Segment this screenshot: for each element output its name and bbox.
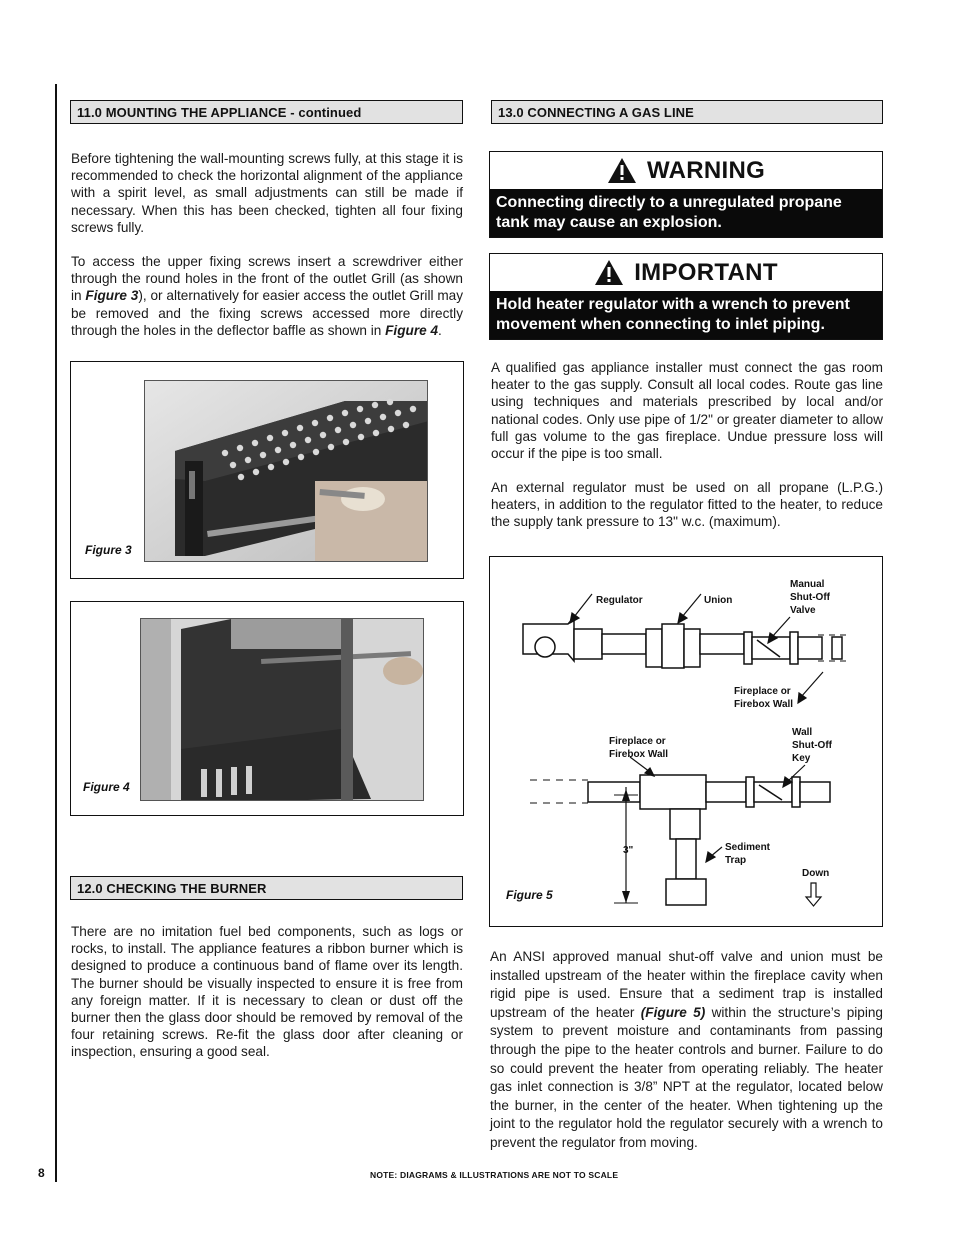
gas-line-diagram xyxy=(490,557,881,925)
label-wall-key-2: Shut-Off xyxy=(792,740,832,751)
warning-title: WARNING xyxy=(646,156,766,184)
label-down: Down xyxy=(802,868,830,879)
label-wall-key-1: Wall xyxy=(792,727,813,738)
important-box xyxy=(489,253,883,340)
label-dimension: 3" xyxy=(623,845,634,856)
margin-rule xyxy=(55,84,57,1182)
figure-4-reference: Figure 4 xyxy=(385,322,438,338)
paragraph-qualified-installer: A qualified gas appliance installer must connect the gas room heater to the gas supply. Consult all local codes. Route gas line using techniques and materials prescribed by local and/or national codes. Only use pipe of 1/2" or greater diameter to allow full gas volume to the gas fireplace. Undue pressure loss will occur if the pipe is too small. xyxy=(491,360,883,462)
warning-title-row xyxy=(490,152,882,189)
label-sediment-2: Trap xyxy=(725,855,747,866)
important-title-row xyxy=(490,254,882,291)
figure-5-reference: (Figure 5) xyxy=(640,1004,706,1020)
paragraph-external-regulator: An external regulator must be used on all propane (L.P.G.) heaters, in addition to the regulator fitted to the heater, to reduce the supply tank pressure to 13" w.c. (maximum). xyxy=(491,480,883,530)
page-number: 8 xyxy=(38,1166,45,1180)
important-text: Hold heater regulator with a wrench to prevent movement when connecting to inlet piping. xyxy=(490,291,882,339)
caution-triangle-icon xyxy=(594,259,624,286)
figure-4-caption: Figure 4 xyxy=(83,780,130,794)
footer-note: NOTE: DIAGRAMS & ILLUSTRATIONS ARE NOT TO SCALE xyxy=(370,1170,619,1180)
paragraph-checking-burner: There are no imitation fuel bed components, such as logs or rocks, to install. The appliance features a ribbon burner which is designed to produce a continuous band of flame over its length. The burner should be visually inspected to ensure it is free from any foreign matter. If it is necessary to clean or dust off the burner then the glass door should be removed by removal of the four retaining screws. Re-fit the glass door after cleaning or inspection, ensuring a good seal. xyxy=(71,924,463,1060)
paragraph-alignment: Before tightening the wall-mounting screws fully, at this stage it is recommended to check the horizontal alignment of the appliance with a spirit level, as small adjustments can still be made if necessary. When this has been checked, tighten all four fixing screws fully. xyxy=(71,151,463,235)
figure-3-photo xyxy=(144,380,428,562)
figure-4-box xyxy=(70,601,464,816)
section-11-heading: 11.0 MOUNTING THE APPLIANCE - continued xyxy=(70,100,463,124)
label-firebox-wall-bottom-2: Firebox Wall xyxy=(609,749,669,760)
section-12-heading: 12.0 CHECKING THE BURNER xyxy=(70,876,463,900)
figure-5-box xyxy=(489,556,883,927)
figure-5-caption: Figure 5 xyxy=(506,888,553,902)
figure-3-caption: Figure 3 xyxy=(85,543,132,557)
figure-4-photo xyxy=(140,618,424,801)
label-regulator: Regulator xyxy=(596,595,643,606)
section-13-heading: 13.0 CONNECTING A GAS LINE xyxy=(491,100,883,124)
warning-text: Connecting directly to a unregulated propane tank may cause an explosion. xyxy=(490,189,882,237)
label-firebox-wall-bottom-1: Fireplace or xyxy=(609,736,666,747)
label-sediment-1: Sediment xyxy=(725,842,771,853)
paragraph-ansi-valve: An ANSI approved manual shut-off valve and union must be installed upstream of the heater within the fireplace cavity when rigid pipe is used. Ensure that a sediment trap is installed upstream of the heater (Figure 5) within the structure’s piping system to prevent moisture and contaminants from passing through the pipe to the heater controls and burner. Failure to do so could prevent the heater from operating reliably. The heater gas inlet connection is 3/8” NPT at the regulator, located below the burner, in the center of the heater. When tightening up the joint to the regulator hold the regulator securely with a wrench to prevent the regulator from moving. xyxy=(490,949,883,1150)
label-firebox-wall-top-1: Fireplace or xyxy=(734,686,791,697)
warning-box xyxy=(489,151,883,238)
label-wall-key-3: Key xyxy=(792,753,811,764)
figure-3-reference: Figure 3 xyxy=(85,288,139,304)
label-manual-3: Valve xyxy=(790,605,816,616)
down-arrow-icon xyxy=(806,883,821,906)
figure-3-box xyxy=(70,361,464,579)
label-union: Union xyxy=(704,595,733,606)
label-firebox-wall-top-2: Firebox Wall xyxy=(734,699,794,710)
label-manual-2: Shut-Off xyxy=(790,592,830,603)
label-manual-1: Manual xyxy=(790,579,825,590)
paragraph-access-screws: To access the upper fixing screws insert a screwdriver either through the round holes in the front of the outlet Grill (as shown in Figure 3), or alternatively for easier access the outlet Grill may be removed and the fixing screws accessed more directly through the holes in the deflector baffle as shown in Figure 4. xyxy=(71,254,464,338)
warning-triangle-icon xyxy=(607,157,637,184)
important-title: IMPORTANT xyxy=(634,258,778,286)
